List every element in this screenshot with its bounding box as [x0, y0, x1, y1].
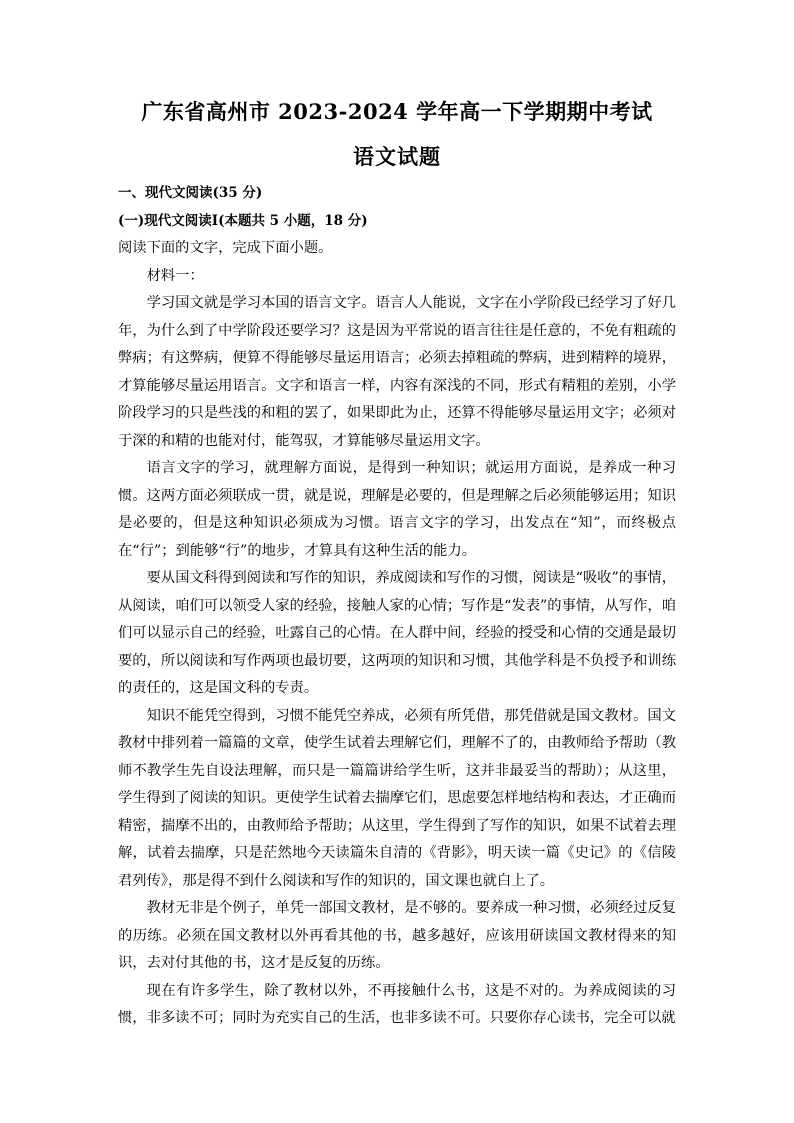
- material-label: 材料一：: [146, 267, 204, 284]
- exam-content: [118, 180, 676, 1033]
- material-paragraph-4: 知识不能凭空得到，习惯不能凭空养成，必须有所凭借，那凭借就是国文教材。国文教材中排列着一篇篇的文章，使学生试着去理解它们，理解不了的，由教师给予帮助（教师不教学生先自设法理解，而只是一篇篇讲给学生听，这并非最妥当的帮助）；从这里，学生得到了阅读的知识。更使学生试着去揣摩它们，思虑要怎样地结构和表达，才正确而精密，揣摩不出的，由教师给予帮助；从这里，学生得到了写作的知识，如果不试着去理解，试着去揣摩，只是茫然地今天读篇朱自清的《背影》，明天读一篇《史记》的《信陵君列传》，那是得不到什么阅读和写作的知识的，国文课也就白上了。: [118, 707, 676, 889]
- material-paragraph-6: 现在有许多学生，除了教材以外，不再接触什么书，这是不对的。为养成阅读的习惯，非多读不可；同时为充实自己的生活，也非多读不可。只要你存心读书，完全可以就: [118, 982, 676, 1026]
- page-title: 广东省高州市 2023-2024 学年高一下学期期中考试: [141, 99, 653, 124]
- section-subheading: (一)现代文阅读Ⅰ(本题共 5 小题，18 分): [118, 212, 368, 229]
- material-paragraph-5: 教材无非是个例子，单凭一部国文教材，是不够的。要养成一种习惯，必须经过反复的历练。必须在国文教材以外再看其他的书，越多越好，应该用研读国文教材得来的知识，去对付其他的书，这才是反复的历练。: [118, 900, 676, 971]
- material-paragraph-1: 学习国文就是学习本国的语言文字。语言人人能说，文字在小学阶段已经学习了好几年，为什么到了中学阶段还要学习？这是因为平常说的语言往往是任意的，不免有粗疏的弊病；有这弊病，便算不得能够尽量运用语言；必须去掉粗疏的弊病，进到精粹的境界，才算能够尽量运用语言。文字和语言一样，内容有深浅的不同，形式有精粗的差别，小学阶段学习的只是些浅的和粗的罢了，如果即此为止，还算不得能够尽量运用文字；必须对于深的和精的也能对付，能驾驭，才算能够尽量运用文字。: [118, 295, 676, 449]
- instruction-text: 阅读下面的文字，完成下面小题。: [118, 240, 333, 256]
- material-paragraph-3: 要从国文科得到阅读和写作的知识，养成阅读和写作的习惯，阅读是“吸收”的事情，从阅读，咱们可以领受人家的经验，接触人家的心情；写作是“发表”的事情，从写作，咱们可以显示自己的经验，吐露自己的心情。在人群中间，经验的授受和心情的交通是最切要的，所以阅读和写作两项也最切要，这两项的知识和习惯，其他学科是不负授予和训练的责任的，这是国文科的专责。: [118, 570, 676, 696]
- section-heading: 一、现代文阅读(35 分): [118, 185, 263, 201]
- material-paragraph-2: 语言文字的学习，就理解方面说，是得到一种知识；就运用方面说，是养成一种习惯。这两方面必须联成一贯，就是说，理解是必要的，但是理解之后必须能够运用；知识是必要的，但是这种知识必须成为习惯。语言文字的学习，出发点在“知”，而终极点在“行”；到能够“行”的地步，才算具有这种生活的能力。: [118, 460, 676, 559]
- page-subtitle: 语文试题: [353, 144, 441, 169]
